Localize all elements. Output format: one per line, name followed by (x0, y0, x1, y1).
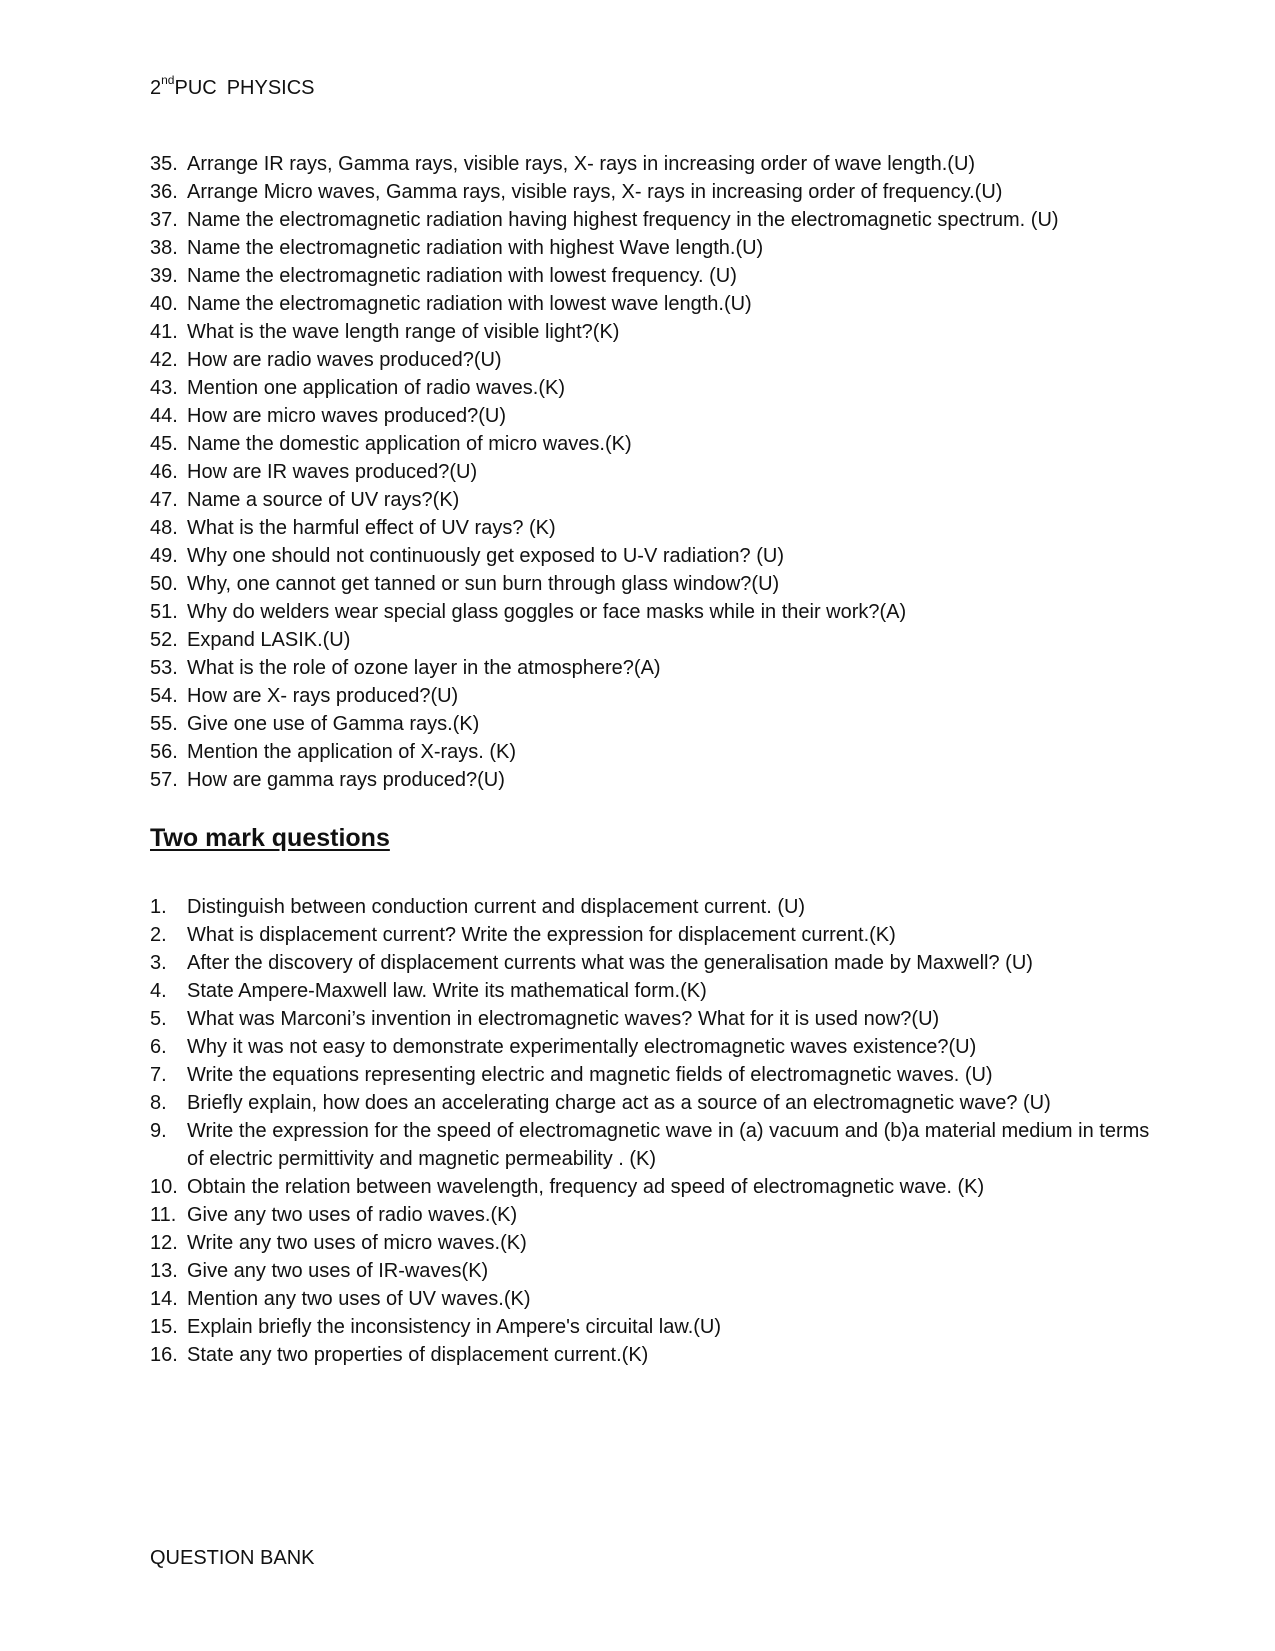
question-item (150, 290, 1150, 318)
question-item (150, 1005, 1150, 1033)
one-mark-question-list (150, 150, 1150, 794)
question-item (150, 178, 1150, 206)
question-number: 47. (150, 489, 178, 511)
question-text: Name the electromagnetic radiation with highest Wave length.(U) (187, 237, 764, 259)
question-number: 50. (150, 573, 178, 595)
question-item (150, 206, 1150, 234)
question-number: 43. (150, 377, 178, 399)
question-number: 48. (150, 517, 178, 539)
question-text: Why it was not easy to demonstrate experimentally electromagnetic waves existence?(U) (187, 1036, 977, 1058)
question-number: 9. (150, 1120, 167, 1142)
question-text: What is the wave length range of visible light?(K) (187, 321, 620, 343)
question-number: 8. (150, 1092, 167, 1114)
question-text: How are radio waves produced?(U) (187, 349, 502, 371)
question-item (150, 514, 1150, 542)
question-text: Obtain the relation between wavelength, frequency ad speed of electromagnetic wave. (K) (187, 1176, 985, 1198)
question-item (150, 1033, 1150, 1061)
question-item (150, 458, 1150, 486)
question-text: Write any two uses of micro waves.(K) (187, 1232, 527, 1254)
question-item (150, 1201, 1150, 1229)
question-number: 49. (150, 545, 178, 567)
question-item (150, 430, 1150, 458)
question-item (150, 234, 1150, 262)
question-item (150, 570, 1150, 598)
question-number: 5. (150, 1008, 167, 1030)
question-item (150, 346, 1150, 374)
question-text: Why do welders wear special glass goggles or face masks while in their work?(A) (187, 601, 907, 623)
question-text: Give any two uses of IR-waves(K) (187, 1260, 489, 1282)
question-text: Name the electromagnetic radiation with lowest frequency. (U) (187, 265, 737, 287)
question-text: What is the harmful effect of UV rays? (K) (187, 517, 556, 539)
question-text: Distinguish between conduction current and displacement current. (U) (187, 896, 806, 918)
question-number: 40. (150, 293, 178, 315)
question-number: 13. (150, 1260, 178, 1282)
question-number: 53. (150, 657, 178, 679)
question-item (150, 262, 1150, 290)
question-text: Arrange IR rays, Gamma rays, visible rays, X- rays in increasing order of wave length.(U) (187, 153, 976, 175)
question-number: 42. (150, 349, 178, 371)
question-number: 3. (150, 952, 167, 974)
question-item (150, 977, 1150, 1005)
question-number: 11. (150, 1204, 177, 1226)
question-number: 16. (150, 1344, 178, 1366)
question-text: How are gamma rays produced?(U) (187, 769, 505, 791)
question-item (150, 1285, 1150, 1313)
question-text: After the discovery of displacement currents what was the generalisation made by Maxwell? (U) (187, 952, 1033, 974)
page-header (150, 73, 315, 100)
question-text: Give one use of Gamma rays.(K) (187, 713, 480, 735)
question-number: 38. (150, 237, 178, 259)
question-text: Mention any two uses of UV waves.(K) (187, 1288, 531, 1310)
question-number: 35. (150, 153, 178, 175)
question-text: Arrange Micro waves, Gamma rays, visible rays, X- rays in increasing order of frequency.(U) (187, 181, 1003, 203)
question-number: 45. (150, 433, 178, 455)
question-item (150, 1061, 1150, 1089)
question-text: Name the electromagnetic radiation having highest frequency in the electromagnetic spectrum. (U) (187, 209, 1059, 231)
question-item (150, 318, 1150, 346)
question-text: Why one should not continuously get exposed to U-V radiation? (U) (187, 545, 785, 567)
question-item (150, 766, 1150, 794)
question-text: Expand LASIK.(U) (187, 629, 351, 651)
question-item (150, 682, 1150, 710)
question-text: State any two properties of displacement current.(K) (187, 1344, 649, 1366)
question-item (150, 1173, 1150, 1201)
question-item (150, 654, 1150, 682)
question-number: 46. (150, 461, 178, 483)
question-number: 14. (150, 1288, 178, 1310)
question-number: 12. (150, 1232, 178, 1254)
question-number: 6. (150, 1036, 167, 1058)
question-number: 54. (150, 685, 178, 707)
question-item (150, 486, 1150, 514)
question-text: How are IR waves produced?(U) (187, 461, 478, 483)
question-number: 52. (150, 629, 178, 651)
question-item (150, 949, 1150, 977)
question-text: Briefly explain, how does an accelerating charge act as a source of an electromagnetic wave? (U) (187, 1092, 1051, 1114)
question-text: Name a source of UV rays?(K) (187, 489, 460, 511)
grade-superscript: nd (161, 73, 175, 88)
question-item (150, 921, 1150, 949)
question-item (150, 1229, 1150, 1257)
question-text: Why, one cannot get tanned or sun burn through glass window?(U) (187, 573, 780, 595)
subject-label: PHYSICS (226, 77, 315, 99)
question-number: 51. (150, 601, 178, 623)
question-item (150, 150, 1150, 178)
question-item (150, 402, 1150, 430)
two-mark-question-list (150, 893, 1150, 1369)
question-item (150, 1313, 1150, 1341)
question-item (150, 598, 1150, 626)
page-footer: QUESTION BANK (150, 1547, 315, 1569)
grade-number: 2 (150, 77, 162, 99)
question-text: What is displacement current? Write the expression for displacement current.(K) (187, 924, 896, 946)
question-text: How are X- rays produced?(U) (187, 685, 459, 707)
question-number: 7. (150, 1064, 167, 1086)
question-text: What was Marconi’s invention in electromagnetic waves? What for it is used now?(U) (187, 1008, 940, 1030)
section-heading-two-mark: Two mark questions (150, 824, 390, 852)
question-number: 55. (150, 713, 178, 735)
question-number: 44. (150, 405, 178, 427)
question-text: Name the domestic application of micro waves.(K) (187, 433, 632, 455)
question-number: 39. (150, 265, 178, 287)
question-text: Name the electromagnetic radiation with lowest wave length.(U) (187, 293, 752, 315)
question-text: How are micro waves produced?(U) (187, 405, 507, 427)
question-text: Mention one application of radio waves.(K) (187, 377, 565, 399)
question-number: 10. (150, 1176, 178, 1198)
question-item (150, 542, 1150, 570)
question-number: 41. (150, 321, 178, 343)
question-text: Write the equations representing electric and magnetic fields of electromagnetic waves. (U) (187, 1064, 993, 1086)
question-text: Explain briefly the inconsistency in Ampere's circuital law.(U) (187, 1316, 722, 1338)
question-number: 37. (150, 209, 178, 231)
question-number: 1. (150, 896, 167, 918)
question-number: 4. (150, 980, 167, 1002)
question-text: Mention the application of X-rays. (K) (187, 741, 517, 763)
question-number: 57. (150, 769, 178, 791)
question-item (150, 1341, 1150, 1369)
question-item (150, 626, 1150, 654)
question-item (150, 374, 1150, 402)
question-text: Give any two uses of radio waves.(K) (187, 1204, 518, 1226)
question-text: State Ampere-Maxwell law. Write its mathematical form.(K) (187, 980, 707, 1002)
question-text: Write the expression for the speed of electromagnetic wave in (a) vacuum and (b)a material medium in terms of electric permittivity and magnetic permeability . (K) (187, 1120, 1150, 1170)
question-number: 36. (150, 181, 178, 203)
question-item (150, 1089, 1150, 1117)
question-number: 2. (150, 924, 167, 946)
question-item (150, 893, 1150, 921)
question-number: 56. (150, 741, 178, 763)
grade-label: PUC (174, 77, 217, 99)
question-item (150, 1257, 1150, 1285)
question-number: 15. (150, 1316, 178, 1338)
question-text: What is the role of ozone layer in the atmosphere?(A) (187, 657, 661, 679)
question-item (150, 738, 1150, 766)
question-item (150, 710, 1150, 738)
question-item (150, 1117, 1150, 1173)
